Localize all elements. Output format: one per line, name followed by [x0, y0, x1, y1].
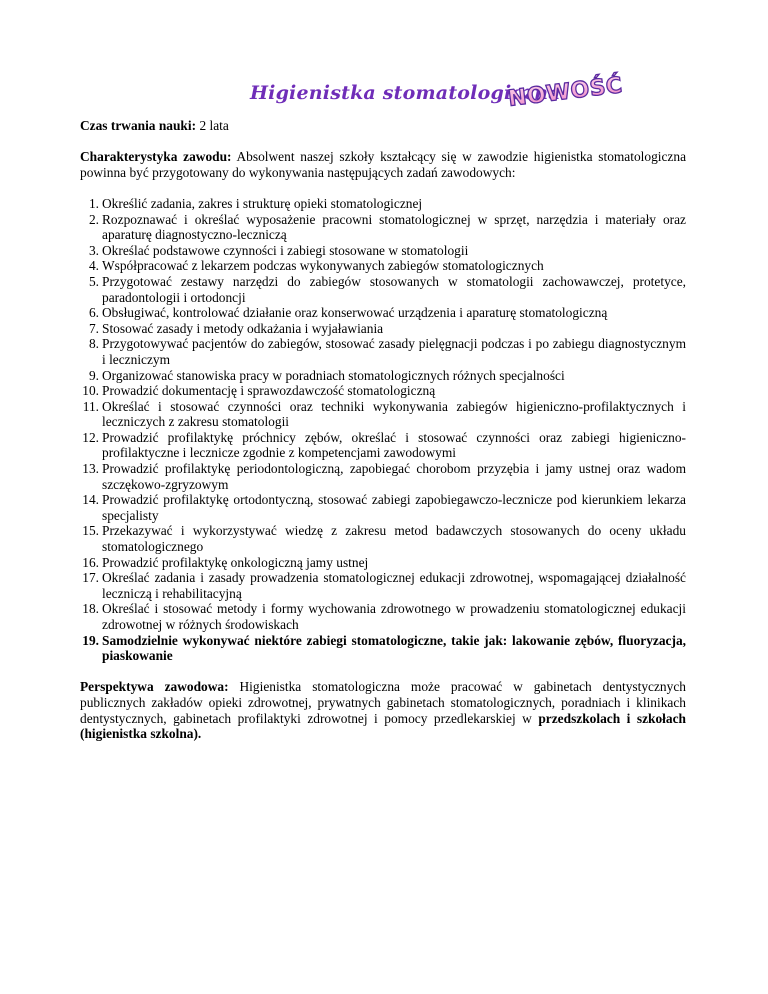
list-item-text: Prowadzić profilaktykę onkologiczną jamy ustnej: [102, 554, 369, 570]
title-row: [80, 66, 686, 118]
list-item: [80, 321, 686, 337]
list-item-number: 1.: [88, 195, 99, 211]
list-item-text: Określać podstawowe czynności i zabiegi stosowane w stomatologii: [102, 242, 469, 258]
list-item-number: 14.: [82, 492, 99, 508]
list-item-number: 15.: [82, 523, 99, 539]
list-item-number: 16.: [82, 554, 99, 570]
document-page: [80, 66, 686, 757]
list-item: [80, 555, 686, 571]
list-item: [80, 570, 686, 601]
new-badge-text: NOWOŚĆ: [506, 73, 625, 112]
list-item-number: 2.: [88, 211, 99, 227]
list-item: [80, 196, 686, 212]
page-title: Higienistka stomatologiczna: [250, 82, 561, 104]
perspective-paragraph: [80, 679, 686, 741]
list-item-number: 5.: [88, 273, 99, 289]
list-item-text: Określać i stosować metody i formy wychowania zdrowotnego w prowadzeniu stomatologicznej edukacji zdrowotnej w różnych środowiskach: [102, 601, 686, 632]
list-item-text: Prowadzić profilaktykę próchnicy zębów, określać i stosować czynności oraz zabiegi higieniczno-profilaktyczne i lecznicze zgodnie z kompetencjami zawodowymi: [102, 429, 686, 461]
list-item: [80, 368, 686, 384]
list-item-text: Przygotować zestawy narzędzi do zabiegów stosowanych w stomatologii zachowawczej, protetyce, paradontologii i ortodoncji: [102, 273, 686, 305]
list-item-number: 6.: [88, 305, 99, 321]
list-item: [80, 336, 686, 367]
list-item: [80, 523, 686, 554]
list-item-number: 3.: [88, 242, 99, 258]
list-item-text: Rozpoznawać i określać wyposażenie pracowni stomatologicznej w sprzęt, narzędzia i materiały oraz aparaturę diagnostyczno-leczniczą: [102, 211, 686, 243]
list-item-number: 19.: [82, 632, 99, 648]
list-item: [80, 430, 686, 461]
list-item-text: Stosować zasady i metody odkażania i wyjaławiania: [102, 320, 384, 336]
list-item-text: Przekazywać i wykorzystywać wiedzę z zakresu metod badawczych stosowanych do oceny układu stomatologicznego: [102, 523, 686, 555]
list-item: [80, 305, 686, 321]
list-item-number: 9.: [88, 367, 99, 383]
characteristics-label: Charakterystyka zawodu:: [80, 149, 232, 165]
duration-paragraph: [80, 118, 686, 134]
task-list: [80, 196, 686, 664]
list-item: [80, 274, 686, 305]
perspective-text: Higienistka stomatologiczna może pracować w gabinetach dentystycznych publicznych zakładów opieki zdrowotnej, prywatnych gabinetach stomatologicznych, poradniach i klinikach dentystycznych, gabinetach profilaktyki zdrowotnej i pomocy przedlekarskiej w: [80, 679, 686, 726]
list-item-text: Organizować stanowiska pracy w poradniach stomatologicznych różnych specjalności: [102, 367, 565, 383]
list-item-text: Prowadzić profilaktykę periodontologiczną, zapobiegać chorobom przyzębia i jamy ustnej oraz wadom szczękowo-zgryzowym: [102, 461, 686, 492]
list-item-text: Przygotowywać pacjentów do zabiegów, stosować zasady pielęgnacji podczas i po zabiegu diagnostycznym i leczniczym: [102, 336, 686, 367]
list-item-text: Określić zadania, zakres i strukturę opieki stomatologicznej: [102, 195, 423, 211]
list-item-number: 7.: [88, 320, 99, 336]
list-item-number: 10.: [82, 383, 99, 399]
list-item: [80, 601, 686, 632]
list-item-number: 17.: [82, 570, 99, 586]
new-badge-icon: [506, 72, 625, 112]
list-item-text: Prowadzić profilaktykę ortodontyczną, stosować zabiegi zapobiegawczo-lecznicze pod kierunkiem lekarza specjalisty: [102, 492, 686, 523]
list-item-text: Określać i stosować czynności oraz techniki wykonywania zabiegów higieniczno-profilaktycznych i leczniczych z zakresu stomatologii: [102, 398, 686, 430]
list-item-text: Obsługiwać, kontrolować działanie oraz konserwować urządzenia i aparaturę stomatologiczną: [102, 305, 608, 321]
list-item: [80, 212, 686, 243]
list-item-number: 13.: [82, 461, 99, 477]
duration-label: Czas trwania nauki:: [80, 118, 197, 133]
list-item: [80, 383, 686, 399]
duration-value: 2 lata: [199, 118, 229, 133]
list-item-number: 11.: [82, 398, 99, 414]
list-item-text: Samodzielnie wykonywać niektóre zabiegi stomatologiczne, takie jak: lakowanie zębów, fluoryzacja, piaskowanie: [102, 632, 686, 664]
list-item-number: 18.: [82, 601, 99, 617]
list-item: [80, 258, 686, 274]
list-item: [80, 461, 686, 492]
characteristics-paragraph: [80, 149, 686, 180]
list-item-text: Współpracować z lekarzem podczas wykonywanych zabiegów stomatologicznych: [102, 258, 544, 274]
perspective-bold-text: przedszkolach i szkołach (higienistka szkolna).: [80, 710, 686, 742]
list-item: [80, 633, 686, 664]
list-item-number: 12.: [82, 429, 99, 445]
characteristics-text: Absolwent naszej szkoły kształcący się w zawodzie higienistka stomatologiczna powinna być przygotowany do wykonywania następujących zadań zawodowych:: [80, 149, 687, 180]
list-item: [80, 492, 686, 523]
list-item-number: 8.: [88, 336, 99, 352]
list-item-text: Określać zadania i zasady prowadzenia stomatologicznej edukacji zdrowotnej, wspomagającej działalność leczniczą i rehabilitacyjną: [102, 570, 686, 601]
list-item-number: 4.: [88, 258, 99, 274]
list-item-text: Prowadzić dokumentację i sprawozdawczość stomatologiczną: [102, 383, 436, 399]
perspective-label: Perspektywa zawodowa:: [80, 679, 229, 695]
list-item: [80, 399, 686, 430]
list-item: [80, 243, 686, 259]
